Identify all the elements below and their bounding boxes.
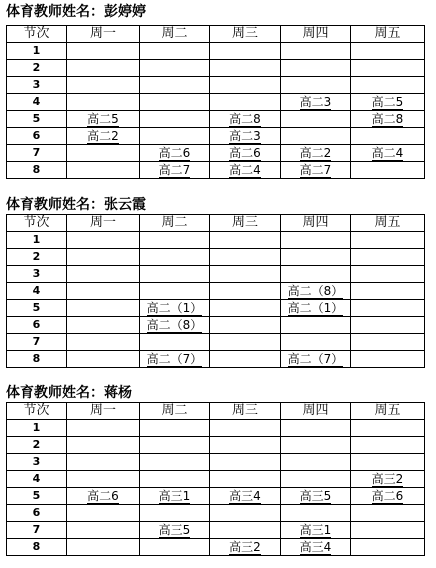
day-header: 周二	[140, 215, 210, 232]
class-entry: 高二4	[229, 163, 261, 177]
schedule-cell	[67, 94, 140, 111]
class-entry: 高三2	[229, 540, 261, 554]
period-number: 3	[7, 454, 67, 471]
class-entry: 高二2	[299, 146, 332, 160]
table-row	[7, 111, 425, 128]
period-number: 8	[7, 351, 67, 368]
schedule-cell	[140, 94, 210, 111]
schedule-cell	[281, 488, 351, 505]
schedule-cell	[140, 488, 210, 505]
table-row	[7, 522, 425, 539]
schedule-cell	[351, 94, 425, 111]
schedule-cell	[140, 111, 210, 128]
schedule-cell	[281, 232, 351, 249]
schedule-cell	[140, 300, 210, 317]
schedule-cell	[351, 334, 425, 351]
day-header: 周五	[351, 215, 425, 232]
table-row	[7, 334, 425, 351]
schedule-cell	[210, 351, 281, 368]
day-header: 周三	[210, 215, 281, 232]
schedule-cell	[140, 454, 210, 471]
schedule-cell	[140, 283, 210, 300]
schedule-cell	[210, 266, 281, 283]
schedule-cell	[140, 351, 210, 368]
table-row	[7, 60, 425, 77]
schedule-cell	[210, 300, 281, 317]
period-number: 5	[7, 300, 67, 317]
schedule-cell	[351, 420, 425, 437]
schedule-cell	[351, 522, 425, 539]
period-number: 4	[7, 94, 67, 111]
schedule-cell	[67, 128, 140, 145]
schedule-cell	[351, 351, 425, 368]
header-row	[7, 26, 425, 43]
schedule-cell	[67, 351, 140, 368]
schedule-cell	[140, 420, 210, 437]
schedule-cell	[210, 43, 281, 60]
schedule-cell	[67, 249, 140, 266]
day-header: 周四	[281, 26, 351, 43]
schedule-cell	[351, 43, 425, 60]
schedule-cell	[140, 232, 210, 249]
period-number: 6	[7, 128, 67, 145]
schedule-cell	[281, 334, 351, 351]
schedule-cell	[281, 162, 351, 179]
class-entry: 高二（1）	[287, 301, 344, 315]
schedule-cell	[140, 539, 210, 556]
day-header: 周五	[351, 26, 425, 43]
schedule-cell	[210, 145, 281, 162]
schedule-cell	[67, 60, 140, 77]
table-row	[7, 266, 425, 283]
period-number: 7	[7, 334, 67, 351]
class-entry: 高二7	[299, 163, 332, 177]
schedule-cell	[351, 300, 425, 317]
schedule-cell	[351, 249, 425, 266]
schedule-cell	[351, 539, 425, 556]
schedule-cell	[351, 162, 425, 179]
schedule-cell	[351, 454, 425, 471]
period-header: 节次	[7, 26, 67, 43]
schedule-cell	[67, 334, 140, 351]
schedule-cell	[210, 334, 281, 351]
class-entry: 高二3	[299, 95, 332, 109]
day-header: 周二	[140, 26, 210, 43]
teacher-title: 体育教师姓名：张云霞	[6, 197, 146, 213]
class-entry: 高二4	[371, 146, 404, 160]
schedule-cell	[140, 43, 210, 60]
day-header: 周一	[67, 26, 140, 43]
table-row	[7, 437, 425, 454]
class-entry: 高二（1）	[146, 301, 203, 315]
class-entry: 高三5	[299, 489, 332, 503]
table-row	[7, 351, 425, 368]
schedule-cell	[140, 60, 210, 77]
schedule-cell	[351, 232, 425, 249]
class-entry: 高二8	[371, 112, 404, 126]
class-entry: 高二5	[87, 112, 119, 126]
schedule-table	[6, 402, 425, 556]
period-number: 7	[7, 522, 67, 539]
period-number: 3	[7, 77, 67, 94]
period-number: 1	[7, 232, 67, 249]
schedule-cell	[210, 522, 281, 539]
schedule-cell	[351, 283, 425, 300]
schedule-cell	[281, 266, 351, 283]
schedule-cell	[140, 437, 210, 454]
schedule-cell	[210, 505, 281, 522]
schedule-cell	[351, 111, 425, 128]
schedule-cell	[281, 471, 351, 488]
schedule-cell	[140, 334, 210, 351]
schedule-cell	[140, 505, 210, 522]
period-number: 5	[7, 488, 67, 505]
schedule-cell	[67, 145, 140, 162]
class-entry: 高三1	[299, 523, 332, 537]
schedule-cell	[210, 437, 281, 454]
class-entry: 高三5	[158, 523, 191, 537]
schedule-cell	[67, 266, 140, 283]
period-number: 4	[7, 283, 67, 300]
schedule-cell	[140, 162, 210, 179]
schedule-cell	[67, 488, 140, 505]
schedule-cell	[67, 420, 140, 437]
class-entry: 高二8	[229, 112, 261, 126]
table-row	[7, 145, 425, 162]
schedule-cell	[351, 266, 425, 283]
class-entry: 高二6	[371, 489, 404, 503]
schedule-cell	[351, 437, 425, 454]
schedule-cell	[281, 454, 351, 471]
table-row	[7, 77, 425, 94]
schedule-cell	[281, 60, 351, 77]
schedule-table	[6, 25, 425, 179]
day-header: 周四	[281, 403, 351, 420]
schedule-cell	[210, 539, 281, 556]
period-header: 节次	[7, 215, 67, 232]
schedule-cell	[351, 60, 425, 77]
schedule-cell	[210, 111, 281, 128]
schedule-cell	[210, 128, 281, 145]
schedule-cell	[210, 249, 281, 266]
schedule-cell	[67, 437, 140, 454]
class-entry: 高二7	[158, 163, 191, 177]
schedule-cell	[67, 111, 140, 128]
schedule-cell	[210, 162, 281, 179]
schedule-cell	[210, 94, 281, 111]
schedule-cell	[281, 249, 351, 266]
schedule-cell	[281, 111, 351, 128]
schedule-cell	[210, 283, 281, 300]
period-number: 6	[7, 505, 67, 522]
day-header: 周一	[67, 403, 140, 420]
schedule-cell	[67, 471, 140, 488]
class-entry: 高二6	[87, 489, 119, 503]
day-header: 周四	[281, 215, 351, 232]
schedule-cell	[140, 522, 210, 539]
table-row	[7, 249, 425, 266]
period-number: 7	[7, 145, 67, 162]
period-number: 8	[7, 539, 67, 556]
schedule-cell	[281, 437, 351, 454]
schedule-cell	[210, 317, 281, 334]
schedule-cell	[281, 317, 351, 334]
schedule-cell	[67, 317, 140, 334]
schedule-cell	[67, 162, 140, 179]
schedule-cell	[281, 505, 351, 522]
schedule-cell	[210, 77, 281, 94]
class-entry: 高二（7）	[146, 352, 203, 366]
class-entry: 高三4	[229, 489, 261, 503]
day-header: 周二	[140, 403, 210, 420]
table-row	[7, 43, 425, 60]
schedule-cell	[140, 317, 210, 334]
class-entry: 高三2	[371, 472, 404, 486]
period-number: 2	[7, 437, 67, 454]
schedule-cell	[351, 317, 425, 334]
table-row	[7, 300, 425, 317]
period-number: 1	[7, 420, 67, 437]
schedule-cell	[351, 488, 425, 505]
schedule-cell	[351, 471, 425, 488]
class-entry: 高二3	[229, 129, 261, 143]
schedule-cell	[281, 420, 351, 437]
schedule-cell	[281, 522, 351, 539]
schedule-cell	[281, 300, 351, 317]
class-entry: 高三1	[158, 489, 191, 503]
class-entry: 高三4	[299, 540, 332, 554]
class-entry: 高二（8）	[287, 284, 344, 298]
table-row	[7, 232, 425, 249]
day-header: 周三	[210, 403, 281, 420]
schedule-table	[6, 214, 425, 368]
header-row	[7, 403, 425, 420]
day-header: 周五	[351, 403, 425, 420]
schedule-cell	[210, 420, 281, 437]
class-entry: 高二6	[229, 146, 261, 160]
table-row	[7, 539, 425, 556]
table-row	[7, 283, 425, 300]
schedule-cell	[281, 145, 351, 162]
table-row	[7, 162, 425, 179]
period-number: 5	[7, 111, 67, 128]
schedule-cell	[281, 351, 351, 368]
schedule-cell	[281, 77, 351, 94]
schedule-cell	[140, 77, 210, 94]
table-row	[7, 488, 425, 505]
schedule-cell	[210, 60, 281, 77]
schedule-cell	[67, 505, 140, 522]
schedule-cell	[210, 454, 281, 471]
class-entry: 高二5	[371, 95, 404, 109]
class-entry: 高二（7）	[287, 352, 344, 366]
period-number: 6	[7, 317, 67, 334]
day-header: 周三	[210, 26, 281, 43]
day-header: 周一	[67, 215, 140, 232]
schedule-cell	[67, 283, 140, 300]
schedule-cell	[67, 300, 140, 317]
schedule-cell	[67, 232, 140, 249]
class-entry: 高二2	[87, 129, 119, 143]
period-number: 8	[7, 162, 67, 179]
table-row	[7, 420, 425, 437]
schedule-cell	[210, 232, 281, 249]
schedule-cell	[140, 266, 210, 283]
schedule-cell	[281, 43, 351, 60]
schedule-cell	[281, 94, 351, 111]
schedule-cell	[140, 145, 210, 162]
table-row	[7, 471, 425, 488]
period-header: 节次	[7, 403, 67, 420]
table-row	[7, 454, 425, 471]
schedule-cell	[281, 128, 351, 145]
teacher-title: 体育教师姓名：蒋杨	[6, 385, 132, 401]
table-row	[7, 94, 425, 111]
schedule-cell	[140, 128, 210, 145]
schedule-cell	[351, 128, 425, 145]
period-number: 2	[7, 60, 67, 77]
schedule-cell	[351, 505, 425, 522]
class-entry: 高二6	[158, 146, 191, 160]
schedule-cell	[67, 539, 140, 556]
period-number: 4	[7, 471, 67, 488]
schedule-cell	[140, 471, 210, 488]
schedule-cell	[67, 43, 140, 60]
period-number: 2	[7, 249, 67, 266]
teacher-title: 体育教师姓名：彭婷婷	[6, 4, 146, 20]
class-entry: 高二（8）	[146, 318, 203, 332]
table-row	[7, 505, 425, 522]
schedule-cell	[210, 488, 281, 505]
schedule-cell	[210, 471, 281, 488]
schedule-cell	[351, 145, 425, 162]
period-number: 3	[7, 266, 67, 283]
schedule-cell	[67, 454, 140, 471]
table-row	[7, 317, 425, 334]
schedule-cell	[67, 522, 140, 539]
header-row	[7, 215, 425, 232]
schedule-cell	[281, 283, 351, 300]
schedule-cell	[281, 539, 351, 556]
schedule-cell	[140, 249, 210, 266]
schedule-cell	[67, 77, 140, 94]
schedule-cell	[351, 77, 425, 94]
table-row	[7, 128, 425, 145]
period-number: 1	[7, 43, 67, 60]
